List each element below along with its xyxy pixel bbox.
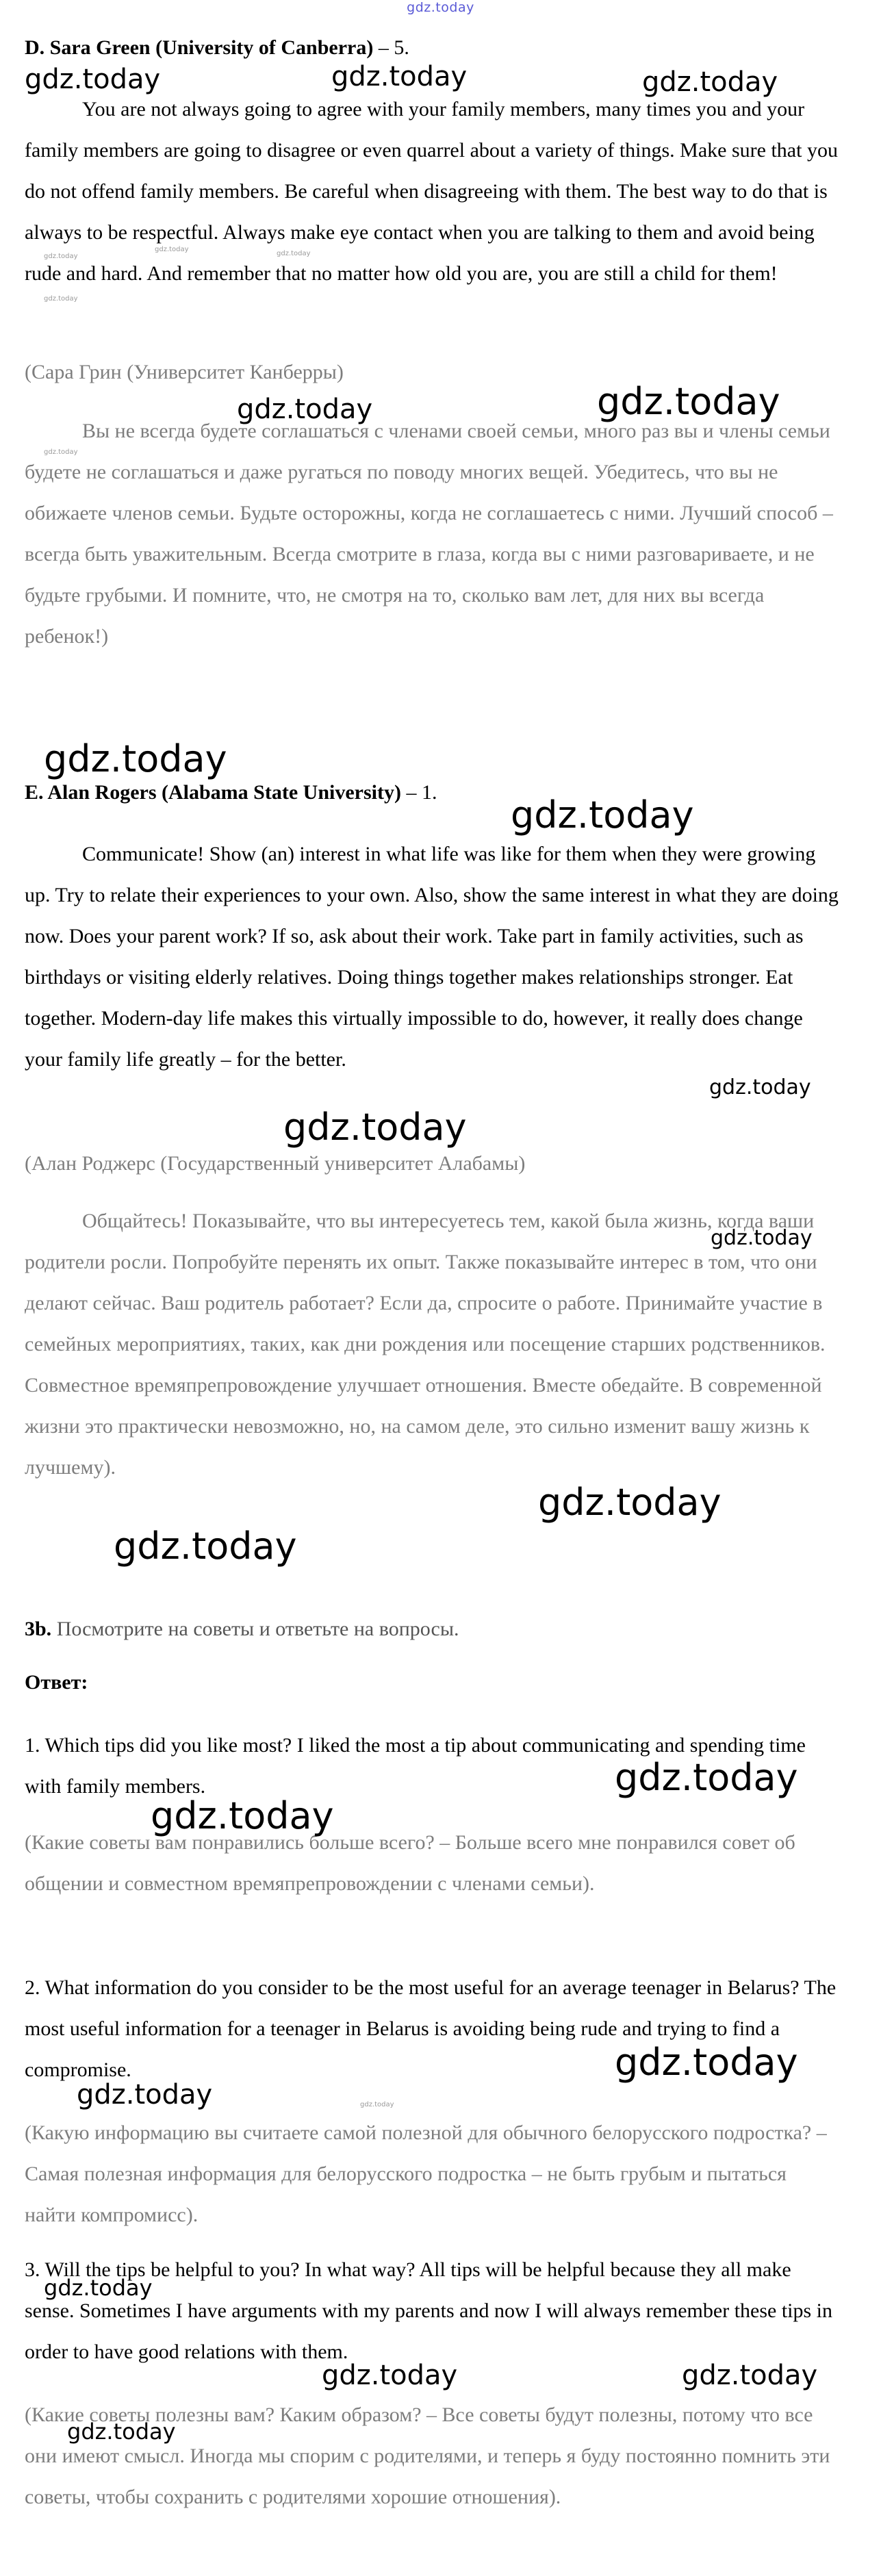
watermark: gdz.today (642, 66, 778, 98)
watermark: gdz.today (237, 394, 373, 425)
watermark-small: gdz.today (44, 295, 78, 303)
question-1-russian: (Какие советы вам понравились больше всего? – Больше всего мне понравился совет об общении и совместном времяпрепровождении с членами семьи). (25, 1831, 795, 1895)
question-3-english: 3. Will the tips be helpful to you? In what way? All tips will be helpful because they all make sense. Sometimes I have arguments with my parents and now I will always remember these tips in order to have good relations with them. (25, 2258, 833, 2363)
watermark: gdz.today (44, 2275, 153, 2301)
section-d-author-ru: (Сара Грин (Университет Канберры) (25, 361, 344, 383)
watermark-small: gdz.today (360, 2101, 394, 2108)
section-e-english: Communicate! Show (an) interest in what life was like for them when they were growing up. Try to relate their experiences to your own. Also, show the same interest in what they are doing now. Does your parent work? If so, ask about their work. Take part in family activities, such as birthdays or visiting elderly relatives. Doing things together makes relationships stronger. Eat together. Modern-day life makes this virtually impossible to do, however, it really does change your family life greatly – for the better. (25, 843, 839, 1071)
answer-label (25, 1662, 839, 1703)
watermark-small: gdz.today (44, 253, 78, 260)
watermark: gdz.today (151, 1794, 334, 1837)
answer-label-text: Ответ: (25, 1671, 88, 1694)
question-1-english: 1. Which tips did you like most? I liked the most a tip about communicating and spending time with family members. (25, 1734, 806, 1798)
watermark: gdz.today (322, 2360, 458, 2391)
watermark: gdz.today (711, 1226, 813, 1250)
watermark: gdz.today (511, 793, 694, 837)
watermark-small: gdz.today (44, 448, 78, 456)
task-3b-label: 3b. (25, 1618, 52, 1640)
watermark: gdz.today (44, 737, 227, 780)
section-d-author: D. Sara Green (University of Canberra) (25, 36, 374, 59)
watermark: gdz.today (283, 1106, 467, 1149)
watermark: gdz.today (25, 64, 161, 95)
section-d-english: You are not always going to agree with your family members, many times you and your family members are going to disagree or even quarrel about a variety of things. Make sure that you do not offend family members. Be careful when disagreeing with them. The best way to do that is always to be respectful. Always make eye contact when you are talking to them and avoid being rude and hard. And remember that no matter how old you are, you are still a child for them! (25, 98, 838, 285)
section-d-score: – 5. (373, 36, 409, 59)
section-e-score: – 1. (400, 781, 437, 804)
watermark: gdz.today (77, 2079, 213, 2110)
section-d-russian: Вы не всегда будете соглашаться с членами своей семьи, много раз вы и члены семьи будете не соглашаться и даже ругаться по поводу многих вещей. Убедитесь, что вы не обижаете членов семьи. Будьте осторожны, когда не соглашаетесь с ними. Лучший способ – всегда быть уважительным. Всегда смотрите в глаза, когда вы с ними разговариваете, и не будьте грубыми. И помните, что, не смотря на то, сколько вам лет, для них вы всегда ребенок!) (25, 420, 833, 648)
watermark: gdz.today (615, 2041, 798, 2084)
section-e-author: E. Alan Rogers (Alabama State University) (25, 781, 401, 804)
section-e-russian: Общайтесь! Показывайте, что вы интересуетесь тем, какой была жизнь, когда ваши родители росли. Попробуйте перенять их опыт. Также показывайте интерес в том, что они делают сейчас. Ваш родитель работает? Если да, спросите о работе. Принимайте участие в семейных мероприятиях, таких, как дни рождения или посещение старших родственников. Совместное времяпрепровождение улучшает отношения. Вместе обедайте. В современной жизни это практически невозможно, но, на самом деле, это сильно изменит вашу жизнь к лучшему). (25, 1210, 826, 1479)
question-3-russian: (Какие советы полезны вам? Каким образом? – Все советы будут полезны, потому что все они имеют смысл. Иногда мы спорим с родителями, и теперь я буду постоянно помнить эти советы, чтобы сохранить с родителями хорошие отношения). (25, 2403, 830, 2508)
watermark: gdz.today (67, 2419, 176, 2445)
watermark: gdz.today (682, 2360, 818, 2391)
watermark: gdz.today (597, 380, 780, 423)
section-e-author-ru: (Алан Роджерс (Государственный университет Алабамы) (25, 1152, 526, 1175)
question-2-english: 2. What information do you consider to be the most useful for an average teenager in Belarus? The most useful information for a teenager in Belarus is avoiding being rude and trying to find a compromise. (25, 1976, 837, 2081)
watermark-small: gdz.today (155, 246, 189, 253)
section-e-heading (25, 780, 839, 805)
watermark: gdz.today (114, 1525, 297, 1568)
section-d-heading (25, 36, 839, 60)
watermark: gdz.today (615, 1756, 798, 1799)
task-3b (25, 1609, 839, 1650)
task-3b-instruction: Посмотрите на советы и ответьте на вопросы. (56, 1618, 459, 1640)
watermark: gdz.today (331, 61, 468, 92)
question-2-russian: (Какую информацию вы считаете самой полезной для обычного белорусского подростка? – Самая полезная информация для белорусского подростка – не быть грубым и пытаться найти компромисс). (25, 2121, 827, 2226)
watermark-small: gdz.today (277, 250, 311, 257)
top-watermark: gdz.today (407, 0, 474, 15)
watermark: gdz.today (709, 1075, 811, 1099)
watermark: gdz.today (538, 1481, 722, 1524)
